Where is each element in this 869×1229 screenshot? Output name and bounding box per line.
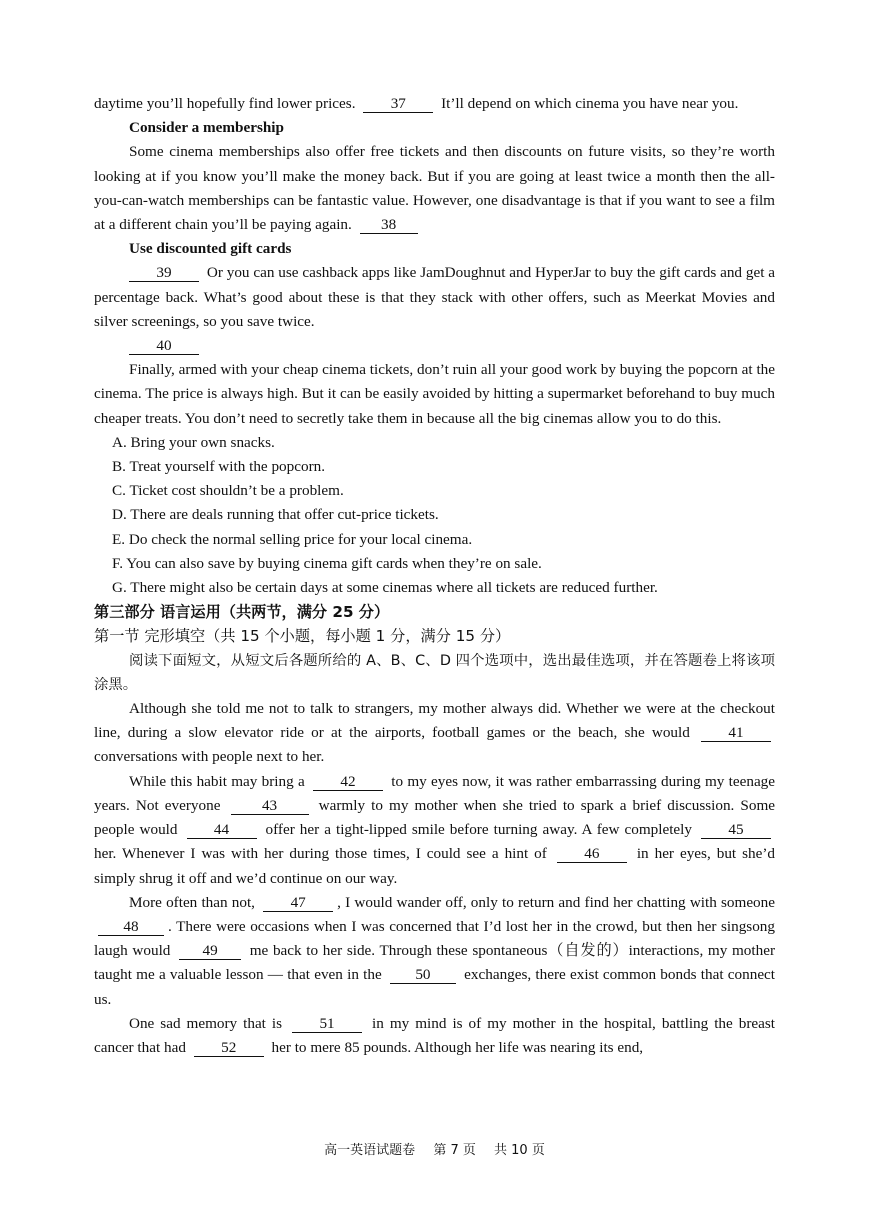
option-f: F. You can also save by buying cinema gift cards when they’re on sale. <box>112 554 542 572</box>
instructions: 阅读下面短文，从短文后各题所给的 A、B、C、D 四个选项中，选出最佳选项，并在答题卷上将该项涂黑。 <box>94 652 775 693</box>
option-b: B. Treat yourself with the popcorn. <box>112 458 326 476</box>
option-c: C. Ticket cost shouldn’t be a problem. <box>112 482 344 500</box>
text: Although she told me not to talk to strangers, my mother always did. Whether we were at the checkout line, during a slow elevator ride or at the airports, football games or the beach, she would <box>94 700 775 742</box>
option-a: A. Bring your own snacks. <box>112 433 275 451</box>
heading-gift-cards: Use discounted gift cards <box>129 240 292 258</box>
text: in her eyes, but she’d simply shrug it off and we’d continue on our way. <box>94 845 776 887</box>
blank-48: 48 <box>98 918 164 936</box>
option-g: G. There might also be certain days at some cinemas where all tickets are reduced further. <box>112 579 658 597</box>
blank-46: 46 <box>557 845 627 863</box>
text: More often than not, <box>129 893 255 911</box>
text: Some cinema memberships also offer free tickets and then discounts on future visits, so they’re worth looking at if you know you’ll make the money back. But if you are going at least twice a month then the all-you-can-watch memberships can be fantastic value. However, one disadvantage is that if you want to see a film at a different chain you’ll be paying again. <box>94 143 775 234</box>
text: in my mind is of my mother in the hospital, battling the breast cancer that had <box>94 1014 776 1056</box>
text: her to mere 85 pounds. Although her life was nearing its end, <box>271 1038 644 1056</box>
blank-44: 44 <box>187 821 257 839</box>
blank-39: 39 <box>129 264 199 282</box>
options-list <box>94 431 775 600</box>
blank-52: 52 <box>194 1039 264 1057</box>
footer-page-number: 第 7 页 <box>433 1143 476 1158</box>
blank-43: 43 <box>231 797 309 815</box>
text: me back to her side. Through these spontaneous（自发的）interactions, my mother taught me a valuable lesson — that even in the <box>94 942 775 984</box>
text: Or you can use cashback apps like JamDoughnut and HyperJar to buy the gift cards and get a percentage back. What’s good about these is that they stack with other offers, such as Meerkat Movies and silver screenings, so you save twice. <box>94 264 775 330</box>
paragraph-gift-cards <box>94 261 775 334</box>
paragraph-finally: Finally, armed with your cheap cinema tickets, don’t ruin all your good work by buying the popcorn at the cinema. The price is always high. But it can be easily avoided by hitting a supermarket beforehand to buy much cheaper treats. You don’t need to secretly take them in because all the big cinemas allow you to do this. <box>94 361 775 427</box>
blank-47: 47 <box>263 894 333 912</box>
blank-38: 38 <box>360 216 418 234</box>
exam-page <box>94 92 775 1060</box>
paragraph-membership <box>94 140 775 237</box>
text: While this habit may bring a <box>129 772 305 790</box>
text: to my eyes now, it was rather embarrassing during my teenage years. Not everyone <box>94 772 776 814</box>
blank-42: 42 <box>313 773 383 791</box>
cloze-paragraph-4 <box>94 1012 775 1060</box>
footer-total-pages: 共 10 页 <box>494 1143 545 1158</box>
option-e: E. Do check the normal selling price for your local cinema. <box>112 530 473 548</box>
cloze-paragraph-2 <box>94 770 775 891</box>
cloze-paragraph-3 <box>94 891 775 1012</box>
text: daytime you’ll hopefully find lower prices. <box>94 95 356 112</box>
text: It’ll depend on which cinema you have near you. <box>441 95 739 112</box>
text: , I would wander off, only to return and find her chatting with someone <box>337 893 775 911</box>
paragraph-blank-40 <box>94 334 775 358</box>
blank-45: 45 <box>701 821 771 839</box>
text: conversations with people next to her. <box>94 748 325 766</box>
text: exchanges, there exist common bonds that connect us. <box>94 966 776 1008</box>
text: her. Whenever I was with her during those times, I could see a hint of <box>94 845 547 863</box>
text: One sad memory that is <box>129 1014 283 1032</box>
blank-49: 49 <box>179 942 241 960</box>
page-footer <box>0 1139 869 1158</box>
blank-40: 40 <box>129 337 199 355</box>
part3-title: 第三部分 语言运用（共两节，满分 25 分） <box>94 603 390 622</box>
section1-title: 第一节 完形填空（共 15 个小题，每小题 1 分，满分 15 分） <box>94 627 511 646</box>
option-d: D. There are deals running that offer cut-price tickets. <box>112 506 439 524</box>
paragraph-prices <box>94 92 775 116</box>
text: offer her a tight-lipped smile before turning away. A few completely <box>265 821 692 839</box>
blank-37: 37 <box>363 95 433 113</box>
footer-subject: 高一英语试题卷 <box>324 1143 416 1158</box>
cloze-paragraph-1 <box>94 697 775 770</box>
text: warmly to my mother when she tried to spark a brief discussion. Some people would <box>94 796 776 839</box>
blank-50: 50 <box>390 966 456 984</box>
heading-membership: Consider a membership <box>129 119 284 137</box>
blank-51: 51 <box>292 1015 362 1033</box>
blank-41: 41 <box>701 724 771 742</box>
text: . There were occasions when I was concerned that I’d lost her in the crowd, but then her singsong laugh would <box>94 917 775 960</box>
